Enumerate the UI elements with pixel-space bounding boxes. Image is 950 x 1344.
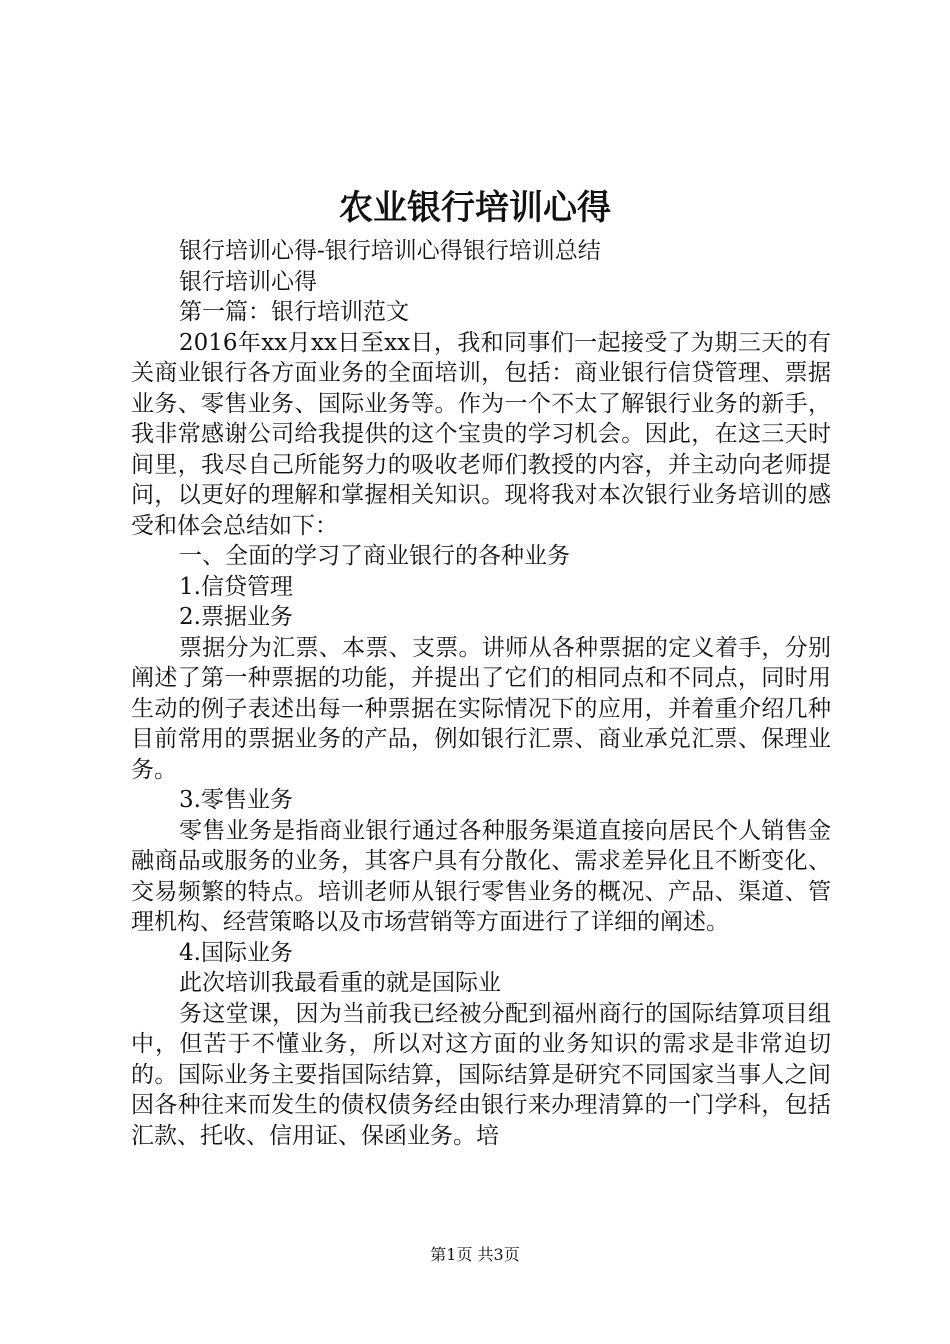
- paragraph: 1.信贷管理: [179, 573, 293, 600]
- paragraph: 第一篇：银行培训范文: [179, 299, 409, 325]
- paragraph: 票据分为汇票、本票、支票。讲师从各种票据的定义着手，分别阐述了第一种票据的功能，并提出了它们的相同点和不同点，同时用生动的例子表述出每一种票据在实际情况下的应用，并着重介绍几种目前常用的票据业务的产品，例如银行汇票、商业承兑汇票、保理业务。: [131, 634, 831, 783]
- paragraph: 4.国际业务: [179, 939, 293, 966]
- paragraph: 银行培训心得-银行培训心得银行培训总结: [179, 238, 601, 264]
- document-title: 农业银行培训心得: [339, 188, 611, 228]
- paragraph: 此次培训我最看重的就是国际业: [179, 970, 501, 996]
- document-body: [131, 236, 831, 1151]
- paragraph: 3.零售业务: [179, 787, 293, 813]
- paragraph: 2016年xx月xx日至xx日，我和同事们一起接受了为期三天的有关商业银行各方面业务的全面培训，包括：商业银行信贷管理、票据业务、零售业务、国际业务等。作为一个不太了解银行业务的新手，我非常感谢公司给我提供的这个宝贵的学习机会。因此，在这三天时间里，我尽自己所能努力的吸收老师们教授的内容，并主动向老师提问，以更好的理解和掌握相关知识。现将我对本次银行业务培训的感受和体会总结如下：: [131, 329, 831, 539]
- paragraph: 银行培训心得: [179, 268, 317, 295]
- page-footer: 第1页 共3页: [430, 1245, 520, 1264]
- paragraph: 零售业务是指商业银行通过各种服务渠道直接向居民个人销售金融商品或服务的业务，其客户具有分散化、需求差异化且不断变化、交易频繁的特点。培训老师从银行零售业务的概况、产品、渠道、管理机构、经营策略以及市场营销等方面进行了详细的阐述。: [131, 817, 831, 935]
- paragraph: 一、全面的学习了商业银行的各种业务: [179, 543, 570, 569]
- paragraph: 务这堂课，因为当前我已经被分配到福州商行的国际结算项目组中，但苦于不懂业务，所以对这方面的业务知识的需求是非常迫切的。国际业务主要指国际结算，国际结算是研究不同国家当事人之间因各种往来而发生的债权债务经由银行来办理清算的一门学科，包括汇款、托收、信用证、保函业务。培: [131, 1000, 831, 1149]
- paragraph: 2.票据业务: [179, 604, 293, 630]
